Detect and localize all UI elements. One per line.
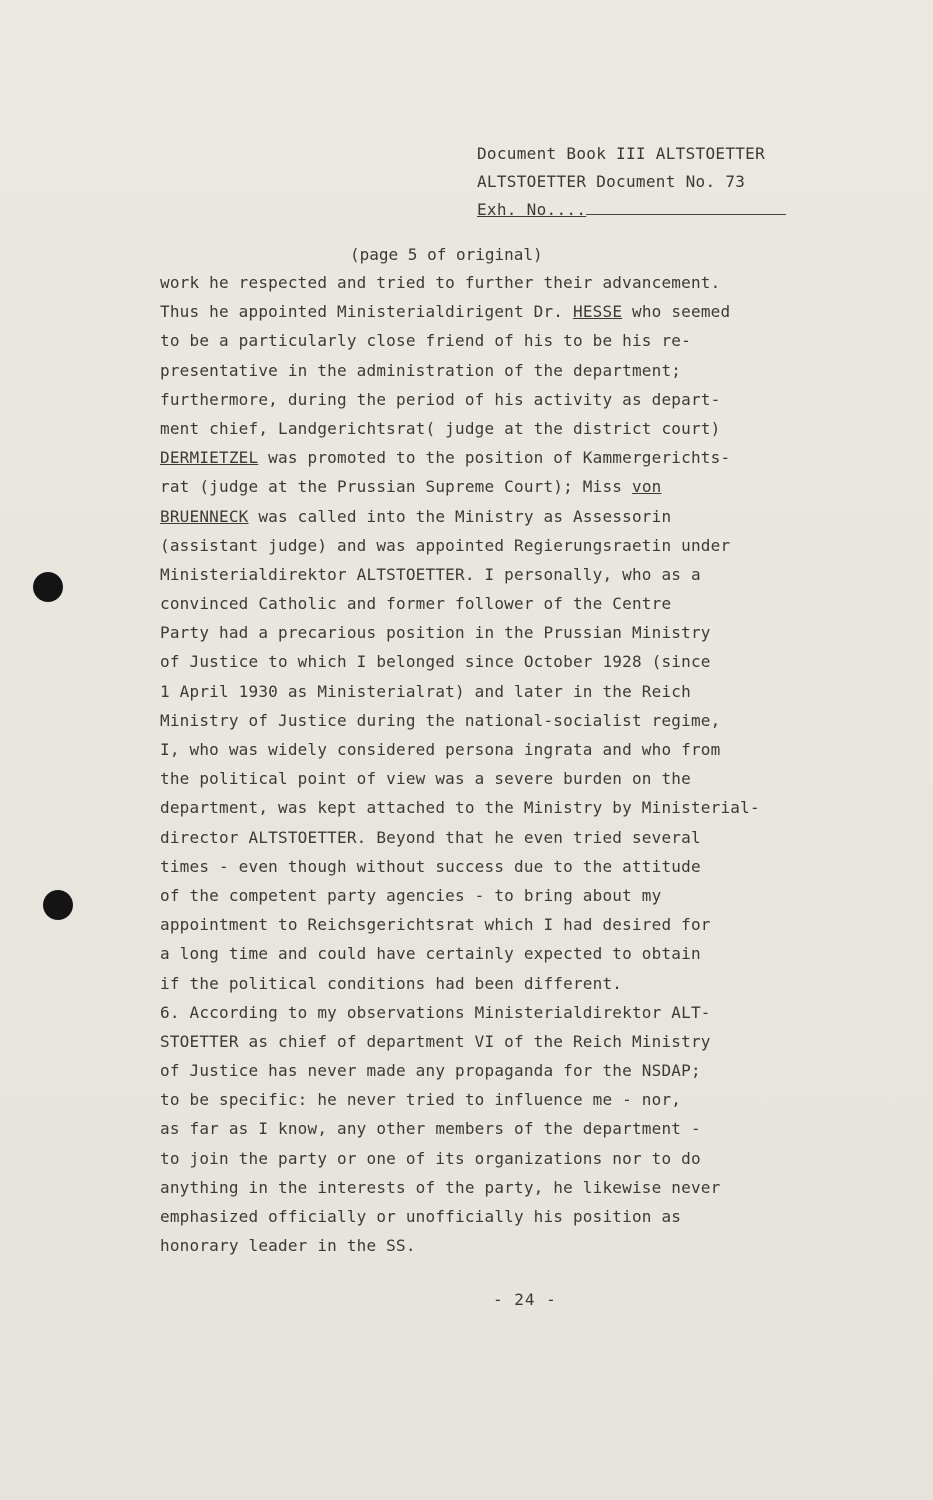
text-line: of Justice has never made any propaganda for the NSDAP; bbox=[160, 1061, 701, 1081]
text-line: BRUENNECK was called into the Ministry as Assessorin bbox=[160, 506, 672, 526]
text-line: rat (judge at the Prussian Supreme Court); Miss von bbox=[160, 477, 662, 497]
text-line: to be specific: he never tried to influence me - nor, bbox=[160, 1090, 682, 1110]
text-line: to be a particularly close friend of his to be his re- bbox=[160, 331, 691, 351]
name-bruenneck: BRUENNECK bbox=[160, 506, 249, 526]
text-line: director ALTSTOETTER. Beyond that he even tried several bbox=[160, 827, 701, 847]
text-line: Party had a precarious position in the Prussian Ministry bbox=[160, 623, 711, 643]
page-number: - 24 - bbox=[493, 1290, 557, 1309]
text-line: furthermore, during the period of his activity as depart- bbox=[160, 389, 721, 409]
name-von: von bbox=[631, 477, 662, 497]
text-line: of the competent party agencies - to bring about my bbox=[160, 885, 662, 905]
document-header bbox=[477, 140, 786, 224]
name-dermietzel: DERMIETZEL bbox=[160, 448, 259, 468]
text-line: presentative in the administration of the department; bbox=[160, 360, 682, 380]
text-line: Thus he appointed Ministerialdirigent Dr. HESSE who seemed bbox=[160, 302, 731, 322]
text-line: 1 April 1930 as Ministerialrat) and later in the Reich bbox=[160, 681, 691, 701]
text-line: ment chief, Landgerichtsrat( judge at the district court) bbox=[160, 418, 721, 438]
original-page-note: (page 5 of original) bbox=[350, 245, 543, 264]
text-line: to join the party or one of its organizations nor to do bbox=[160, 1148, 701, 1168]
text-line: 6. According to my observations Ministerialdirektor ALT- bbox=[160, 1002, 711, 1022]
header-document-line: ALTSTOETTER Document No. 73 bbox=[477, 172, 746, 191]
text-line: as far as I know, any other members of the department - bbox=[160, 1119, 701, 1139]
text-line: I, who was widely considered persona ingrata and who from bbox=[160, 740, 721, 759]
text-line: STOETTER as chief of department VI of the Reich Ministry bbox=[160, 1031, 711, 1051]
text-line: convinced Catholic and former follower of the Centre bbox=[160, 594, 672, 614]
name-hesse: HESSE bbox=[572, 302, 623, 322]
text-line: Ministry of Justice during the national-socialist regime, bbox=[160, 710, 721, 730]
text-line: emphasized officially or unofficially his position as bbox=[160, 1207, 682, 1226]
body-text bbox=[160, 268, 860, 1260]
text-line: department, was kept attached to the Ministry by Ministerial- bbox=[160, 798, 760, 818]
text-line: a long time and could have certainly expected to obtain bbox=[160, 944, 701, 964]
text-line: work he respected and tried to further their advancement. bbox=[160, 273, 721, 292]
text-line: DERMIETZEL was promoted to the position of Kammergerichts- bbox=[160, 448, 731, 468]
punch-hole-lower bbox=[43, 890, 73, 920]
header-exhibit-line bbox=[477, 196, 786, 224]
text-line: Ministerialdirektor ALTSTOETTER. I personally, who as a bbox=[160, 564, 701, 584]
text-line: honorary leader in the SS. bbox=[160, 1236, 416, 1256]
exhibit-rule bbox=[586, 214, 786, 215]
text-line: the political point of view was a severe burden on the bbox=[160, 769, 691, 789]
text-line: if the political conditions had been different. bbox=[160, 973, 623, 993]
text-line: anything in the interests of the party, he likewise never bbox=[160, 1177, 721, 1197]
punch-hole-upper bbox=[33, 572, 63, 602]
exhibit-number: Exh. No.... bbox=[477, 200, 587, 219]
text-line: times - even though without success due to the attitude bbox=[160, 856, 701, 876]
text-line: of Justice to which I belonged since October 1928 (since bbox=[160, 652, 711, 672]
header-book-line: Document Book III ALTSTOETTER bbox=[477, 144, 766, 163]
text-line: appointment to Reichsgerichtsrat which I had desired for bbox=[160, 915, 711, 935]
text-line: (assistant judge) and was appointed Regierungsraetin under bbox=[160, 535, 731, 555]
